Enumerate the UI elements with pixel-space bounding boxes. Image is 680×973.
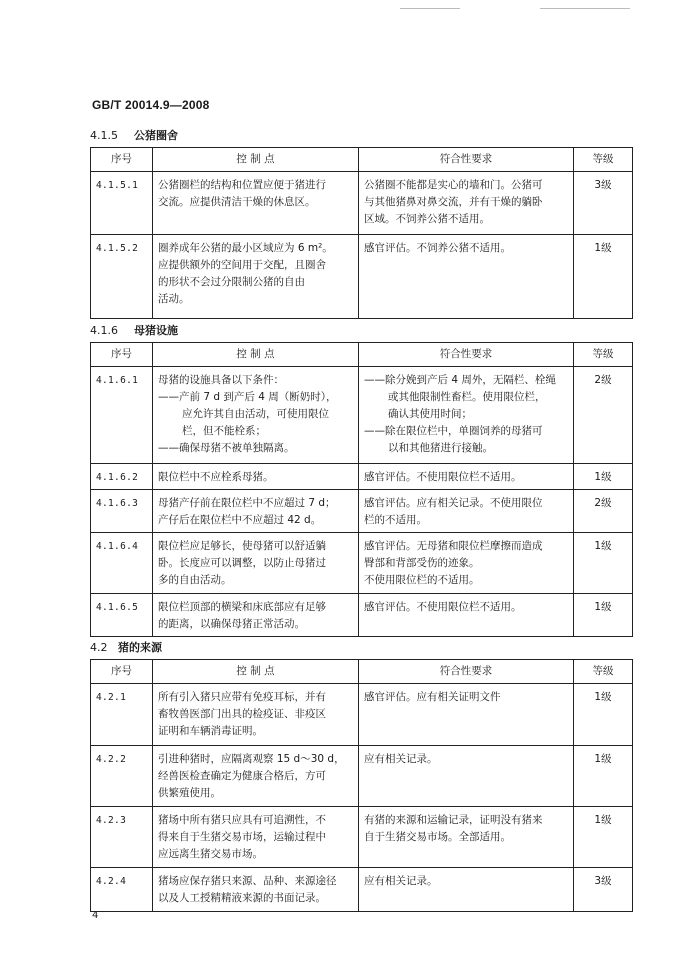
level: 3级 — [574, 868, 633, 912]
col-header-level: 等级 — [574, 343, 633, 367]
col-header-level: 等级 — [574, 660, 633, 684]
table-row — [91, 533, 633, 594]
col-header-id: 序号 — [91, 148, 153, 172]
row-id: 4.1.5.1 — [91, 172, 153, 235]
standard-number: GB/T 20014.9—2008 — [92, 98, 210, 112]
control-point: 母猪的设施具备以下条件： ——产前 7 d 到产后 4 周（断奶时）， 应允许其自由活动，可使用限位 栏，但不能栓系； ——确保母猪不被单独隔离。 — [153, 367, 359, 464]
table-row — [91, 490, 633, 533]
section-number: 4.1.5 — [90, 129, 118, 142]
table-row — [91, 172, 633, 235]
row-id: 4.1.5.2 — [91, 235, 153, 319]
scan-artifact — [400, 8, 460, 9]
control-point: 所有引入猪只应带有免疫耳标，并有 畜牧兽医部门出具的检疫证、非疫区 证明和车辆消毒证明。 — [153, 684, 359, 746]
requirement: 公猪圈不能都是实心的墙和门。公猪可 与其他猪鼻对鼻交流，并有干燥的躺卧 区域。不饲养公猪不适用。 — [359, 172, 574, 235]
control-point: 猪场应保存猪只来源、品种、来源途径 以及人工授精精液来源的书面记录。 — [153, 868, 359, 912]
table-row — [91, 807, 633, 868]
requirement: ——除分娩到产后 4 周外，无隔栏、栓绳 或其他限制性畜栏。使用限位栏， 确认其使用时间； ——除在限位栏中，单圈饲养的母猪可 以和其他猪进行接触。 — [359, 367, 574, 464]
row-id: 4.2.3 — [91, 807, 153, 868]
col-header-req: 符合性要求 — [359, 660, 574, 684]
level: 2级 — [574, 490, 633, 533]
control-point: 限位栏应足够长，使母猪可以舒适躺 卧。长度应可以调整，以防止母猪过 多的自由活动。 — [153, 533, 359, 594]
col-header-req: 符合性要求 — [359, 148, 574, 172]
col-header-req: 符合性要求 — [359, 343, 574, 367]
row-id: 4.2.1 — [91, 684, 153, 746]
row-id: 4.1.6.1 — [91, 367, 153, 464]
control-point: 猪场中所有猪只应具有可追溯性，不 得来自于生猪交易市场，运输过程中 应远离生猪交易市场。 — [153, 807, 359, 868]
col-header-control: 控 制 点 — [153, 343, 359, 367]
control-point: 圈养成年公猪的最小区域应为 6 m²。 应提供额外的空间用于交配，且圈舍 的形状不会过分限制公猪的自由 活动。 — [153, 235, 359, 319]
table-row — [91, 684, 633, 746]
table-sow-facilities — [90, 342, 633, 637]
requirement: 感官评估。应有相关记录。不使用限位 栏的不适用。 — [359, 490, 574, 533]
col-header-control: 控 制 点 — [153, 148, 359, 172]
requirement: 感官评估。应有相关证明文件 — [359, 684, 574, 746]
table-header-row — [91, 343, 633, 367]
section-heading — [90, 639, 162, 655]
table-pig-source — [90, 659, 633, 912]
col-header-id: 序号 — [91, 343, 153, 367]
control-point: 引进种猪时，应隔离观察 15 d～30 d， 经兽医检查确定为健康合格后，方可 供繁殖使用。 — [153, 746, 359, 807]
level: 1级 — [574, 235, 633, 319]
section-heading — [90, 322, 178, 338]
table-row — [91, 367, 633, 464]
section-heading — [90, 127, 178, 143]
level: 1级 — [574, 807, 633, 868]
level: 3级 — [574, 172, 633, 235]
requirement: 应有相关记录。 — [359, 868, 574, 912]
control-point: 限位栏中不应栓系母猪。 — [153, 464, 359, 490]
col-header-id: 序号 — [91, 660, 153, 684]
level: 1级 — [574, 746, 633, 807]
table-row — [91, 464, 633, 490]
level: 1级 — [574, 684, 633, 746]
scan-artifact — [540, 8, 630, 9]
section-number: 4.1.6 — [90, 324, 118, 337]
row-id: 4.2.2 — [91, 746, 153, 807]
row-id: 4.1.6.5 — [91, 594, 153, 637]
row-id: 4.1.6.2 — [91, 464, 153, 490]
page-number: 4 — [92, 910, 99, 921]
level: 1级 — [574, 464, 633, 490]
control-point: 母猪产仔前在限位栏中不应超过 7 d； 产仔后在限位栏中不应超过 42 d。 — [153, 490, 359, 533]
control-point: 限位栏顶部的横梁和床底部应有足够 的距离，以确保母猪正常活动。 — [153, 594, 359, 637]
row-id: 4.1.6.4 — [91, 533, 153, 594]
table-row — [91, 746, 633, 807]
requirement: 应有相关记录。 — [359, 746, 574, 807]
level: 1级 — [574, 533, 633, 594]
row-id: 4.1.6.3 — [91, 490, 153, 533]
requirement: 有猪的来源和运输记录，证明没有猪来 自于生猪交易市场。全部适用。 — [359, 807, 574, 868]
control-point: 公猪圈栏的结构和位置应便于猪进行 交流。应提供清洁干燥的休息区。 — [153, 172, 359, 235]
section-number: 4.2 — [90, 641, 108, 654]
col-header-level: 等级 — [574, 148, 633, 172]
col-header-control: 控 制 点 — [153, 660, 359, 684]
table-row — [91, 235, 633, 319]
table-boar-housing — [90, 147, 633, 319]
requirement: 感官评估。不使用限位栏不适用。 — [359, 594, 574, 637]
requirement: 感官评估。不使用限位栏不适用。 — [359, 464, 574, 490]
level: 1级 — [574, 594, 633, 637]
table-header-row — [91, 148, 633, 172]
row-id: 4.2.4 — [91, 868, 153, 912]
section-title: 母猪设施 — [134, 324, 178, 337]
level: 2级 — [574, 367, 633, 464]
table-header-row — [91, 660, 633, 684]
requirement: 感官评估。不饲养公猪不适用。 — [359, 235, 574, 319]
requirement: 感官评估。无母猪和限位栏摩擦而造成 臀部和背部受伤的迹象。 不使用限位栏的不适用。 — [359, 533, 574, 594]
table-row — [91, 868, 633, 912]
section-title: 公猪圈舍 — [134, 129, 178, 142]
table-row — [91, 594, 633, 637]
section-title: 猪的来源 — [118, 641, 162, 654]
